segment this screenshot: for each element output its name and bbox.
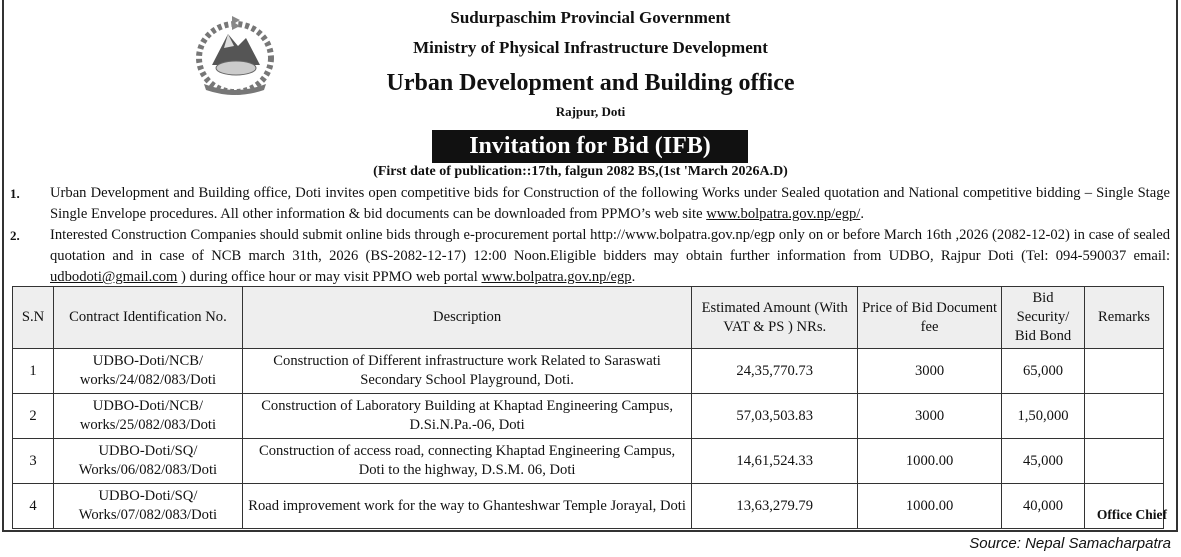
cell-amount: 14,61,524.33: [692, 439, 858, 484]
cell-remarks: [1084, 349, 1163, 394]
cell-security: 45,000: [1002, 439, 1085, 484]
cell-amount: 57,03,503.83: [692, 394, 858, 439]
cell-description: Road improvement work for the way to Ghanteshwar Temple Jorayal, Doti: [242, 484, 691, 529]
paragraph-number: 1.: [10, 186, 20, 201]
paragraph-number: 2.: [10, 228, 20, 243]
cell-contract-id: UDBO-Doti/NCB/ works/25/082/083/Doti: [53, 394, 242, 439]
ifb-title: Invitation for Bid (IFB): [432, 130, 748, 163]
office-location: Rajpur, Doti: [555, 104, 626, 119]
cell-sn: 4: [13, 484, 54, 529]
cell-security: 1,50,000: [1002, 394, 1085, 439]
header-bid-security: Bid Security/ Bid Bond: [1002, 287, 1085, 349]
cell-description: Construction of access road, connecting Khaptad Engineering Campus, Doti to the highway, D.S.M. 06, Doti: [242, 439, 691, 484]
ministry-name: Ministry of Physical Infrastructure Development: [413, 38, 768, 57]
paragraph-2: [10, 225, 1170, 288]
table-row: [13, 394, 1164, 439]
cell-sn: 1: [13, 349, 54, 394]
header-document-fee: Price of Bid Document fee: [858, 287, 1002, 349]
table-row: [13, 484, 1164, 529]
paragraph-1: [10, 183, 1170, 225]
header-contract-id: Contract Identification No.: [53, 287, 242, 349]
cell-sn: 2: [13, 394, 54, 439]
header-sn: S.N: [13, 287, 54, 349]
cell-fee: 1000.00: [858, 484, 1002, 529]
cell-description: Construction of Laboratory Building at Khaptad Engineering Campus, D.Si.N.Pa.-06, Doti: [242, 394, 691, 439]
cell-fee: 3000: [858, 394, 1002, 439]
cell-remarks: [1084, 394, 1163, 439]
ppmo-link[interactable]: www.bolpatra.gov.np/egp: [481, 269, 632, 285]
paragraph-text: Interested Construction Companies should submit online bids through e-procurement portal http://www.bolpatra.gov.np/egp only on or before March 16th ,2026 (2082-12-02) in case of sealed quotation and in case of NCB march 31th, 2026 (BS-2082-12-17) 12:00 Noon.Eligible bidders may obtain further information from UDBO, Rajpur Doti (Tel: 094-590037 email:: [50, 227, 1170, 264]
cell-contract-id: UDBO-Doti/NCB/ works/24/082/083/Doti: [53, 349, 242, 394]
header-remarks: Remarks: [1084, 287, 1163, 349]
office-name: Urban Development and Building office: [386, 70, 795, 96]
cell-security: 40,000: [1002, 484, 1085, 529]
cell-amount: 24,35,770.73: [692, 349, 858, 394]
cell-fee: 3000: [858, 349, 1002, 394]
ppmo-link[interactable]: www.bolpatra.gov.np/egp/: [706, 206, 861, 222]
cell-contract-id: UDBO-Doti/SQ/ Works/07/082/083/Doti: [53, 484, 242, 529]
header-description: Description: [242, 287, 691, 349]
paragraph-text: ) during office hour or may visit PPMO web portal: [177, 269, 482, 285]
cell-contract-id: UDBO-Doti/SQ/ Works/06/082/083/Doti: [53, 439, 242, 484]
paragraph-text: .: [631, 269, 636, 285]
table-row: [13, 439, 1164, 484]
cell-fee: 1000.00: [858, 439, 1002, 484]
email-link[interactable]: udbodoti@gmail.com: [50, 269, 178, 285]
paragraph-text: Urban Development and Building office, Doti invites open competitive bids for Construction of the following Works under Sealed quotation and National competitive bidding – Single Stage Single Envelope procedures. All other information & bid documents can be downloaded from PPMO’s web site: [50, 185, 1170, 222]
publication-date: (First date of publication::17th, falgun 2082 BS,(1st 'March 2026A.D): [373, 164, 788, 179]
provincial-government: Sudurpaschim Provincial Government: [450, 8, 731, 27]
header-estimated-amount: Estimated Amount (With VAT & PS ) NRs.: [692, 287, 858, 349]
cell-amount: 13,63,279.79: [692, 484, 858, 529]
cell-sn: 3: [13, 439, 54, 484]
paragraph-text: .: [860, 206, 865, 222]
signature-office-chief: Office Chief: [1096, 507, 1167, 522]
bid-table: [12, 286, 1164, 529]
cell-remarks: [1084, 439, 1163, 484]
table-header-row: [13, 287, 1164, 349]
cell-security: 65,000: [1002, 349, 1085, 394]
table-row: [13, 349, 1164, 394]
source-credit: Source: Nepal Samacharpatra: [969, 535, 1171, 552]
cell-description: Construction of Different infrastructure work Related to Saraswati Secondary School Playground, Doti.: [242, 349, 691, 394]
